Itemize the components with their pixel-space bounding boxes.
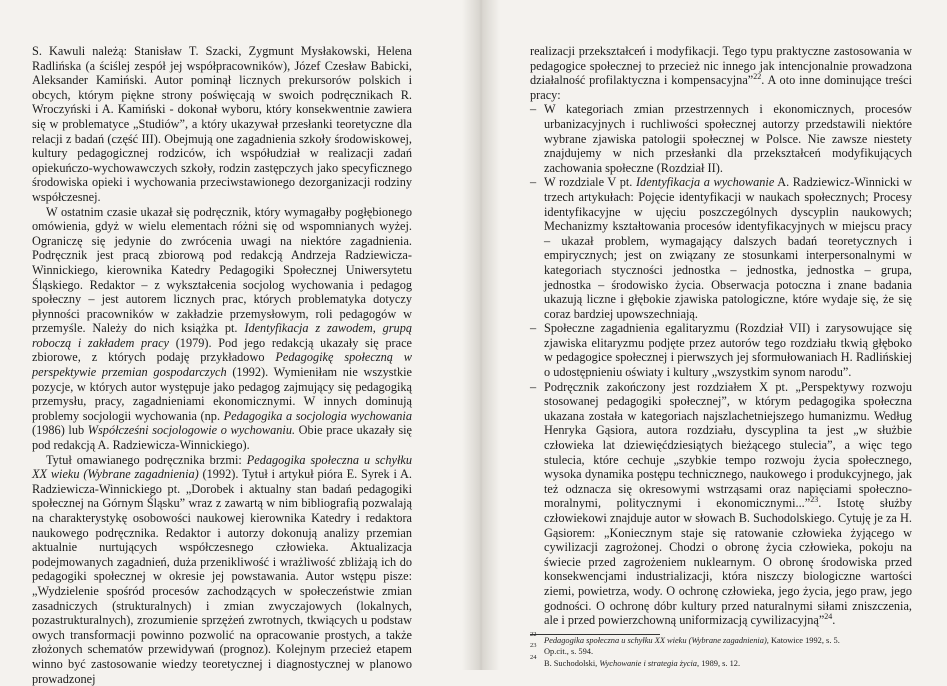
text-run: (1986) lub: [32, 423, 88, 438]
footnote: 23 Op.cit., s. 594.: [530, 642, 594, 657]
text-run: Tytuł omawianego podręcznika brzmi:: [46, 452, 247, 467]
text-run: W ostatnim czasie ukazał się podręcznik, który wymagałby pogłębionego omówienia, gdyż w wielu elementach różni się od wspomnianych wyżej. Ograniczę się jedynie do zwrócenia uwagi na niektóre zagadnienia. Podręcznik jest pracą zbiorową pod redakcją Andrzeja Radziewicza-Winnickiego, kierownika Katedry Pedagogiki Społecznej Uniwersytetu Śląskiego. Redaktor – z wykształcenia socjolog wychowania i pedagog społeczny – jest autorem licznych prac, których problematyka dotyczy płynności pracowników w zakładzie przemysłowym, roli pedagogów w przemyśle. Należy do nich książka pt.: [32, 204, 412, 336]
paragraph: [32, 205, 412, 453]
footnote: 24 B. Suchodolski, Wychowanie i strategia życia, 1989, s. 12.: [530, 653, 741, 668]
footnote-rule: [530, 634, 660, 635]
text-run: W kategoriach zmian przestrzennych i ekonomicznych, procesów urbanizacyjnych i ruchliwości społecznej autorzy przedstawili niektóre wybrane zjawiska patologii społecznej w Polsce. Nie zawsze niestety znajdujemy w nich przesłanki dla przekształceń modyfikujących zachowania społeczne (Rozdział II).: [544, 102, 912, 175]
italic-title: Pedagogikę społeczną w perspektywie przemian gospodarczych: [32, 350, 412, 380]
list-item: [530, 175, 912, 321]
text-run: A. Radziewicz-Winnicki w trzech artykułach: Pojęcie identyfikacji w naukach społecznych; Procesy identyfikacyjne w ujęciu poszczególnych dyscyplin naukowych; Mechanizmy kształtowania procesów identyfikacyjnych w miejscu pracy – ukazał problem, wymagający dalszych badań teoretycznych i empirycznych; jest on związany ze stosunkami interpersonalnymi w kategoriach styczności jednostka – jednostka, jednostka – grupa, jednostka – środowisko życia. Obserwacja potoczna i znane badania ukazują liczne i głębokie zjawiska patologiczne, które wydaje się, że się coraz bardziej upowszechniają.: [544, 175, 912, 321]
text-run: , 1989, s. 12.: [697, 658, 741, 668]
left-page: [32, 44, 412, 686]
content-list: [530, 102, 912, 627]
italic-title: Pedagogika społeczna u schyłku XX wieku (Wybrane zagadnienia): [32, 452, 412, 482]
list-dash: –: [530, 102, 537, 117]
list-item: [530, 321, 912, 379]
italic-title: Wychowanie i strategia życia: [599, 658, 697, 668]
text-run: (1992). Wymieniłam nie wszystkie pozycje, w których autor występuje jako pedagog zajmujący się pedagogiką przemysłu, pracy, zagadnieniami ekonomicznymi. W innych dominują problemy socjologii wychowania (np.: [32, 365, 412, 423]
text-run: Obie prace ukazały się pod redakcją A. Radziewicza-Winnickiego).: [32, 423, 412, 453]
text-run: . A oto inne dominujące treści pracy:: [530, 73, 912, 102]
footnote-ref: 24: [824, 612, 833, 622]
paragraph: [32, 44, 412, 205]
paragraph: [32, 453, 412, 686]
right-page: [530, 44, 912, 669]
italic-title: Identyfikacja z zawodem, grupą roboczą i zakładem pracy: [32, 321, 413, 350]
text-run: B. Suchodolski,: [544, 658, 600, 668]
list-dash: –: [530, 175, 537, 190]
footnote: 22 Pedagogika społeczna u schyłku XX wieku (Wybrane zagadnienia), Katowice 1992, s. 5.: [530, 630, 840, 645]
text-run: S. Kawuli należą: Stanisław T. Szacki, Zygmunt Mysłakowski, Helena Radlińska (a ściślej zespół jej współpracowników), Józef Czesław Babicki, Aleksander Kamiński. Autor pominął licznych prekursorów polskich i obcych, którym piękne strony poświęcają w swoich podręcznikach R. Wroczyński i A. Kamiński - dokonał wyboru, który konsekwentnie zawiera się w problematyce „Studiów”, a który ukazywał przesłanki teoretyczne dla relacji z badań (część III). Obejmują one zagadnienia szkoły środowiskowej, kultury pedagogicznej rodziców, ich współudział w realizacji zadań opiekuńczo-wychowawczych szkoły, rodzin zastępczych jako specyficznego środowiska opieki i wychowania przeciwstawionego dezorganizacji rodziny współczesnej.: [32, 44, 412, 204]
text-run: Podręcznik zakończony jest rozdziałem X pt. „Perspektywy rozwoju stosowanej pedagogiki społecznej”, w którym pedagogika społeczna ukazana została w kategoriach najszlachetniejszego humanizmu. Według Henryka Gąsiora, autora rozdziału, dyscyplina ta jest „w służbie człowieka lat dziewięćdziesiątych bieżącego stulecia”, a więc tego stulecia, które cechuje „szybkie tempo rozwoju życia społecznego, wysoka dynamika postępu technicznego, naukowego i produkcyjnego, jak też odznacza się okresowymi wstrząsami oraz napięciami społeczno-moralnymi, politycznymi i ekonomicznymi...”: [544, 379, 912, 511]
text-run: realizacji przekształceń i modyfikacji. Tego typu praktyczne zastosowania w pedagogice społecznej to przecież nic innego jak intencjonalnie prowadzona działalność profilaktyczna i kompensacyjna”: [530, 44, 912, 88]
list-item: [530, 380, 912, 628]
list-item: [530, 102, 912, 175]
text-run: .: [832, 613, 836, 628]
text-run: , Katowice 1992, s. 5.: [766, 635, 840, 645]
italic-title: Pedagogika a socjologia wychowania: [223, 408, 412, 423]
right-page-intro: [530, 44, 912, 102]
list-dash: –: [530, 379, 537, 394]
italic-title: Współcześni socjologowie o wychowaniu.: [87, 423, 296, 438]
footnote-ref: 22: [753, 72, 762, 82]
italic-title: Identyfikacja a wychowanie: [635, 175, 775, 190]
footnote-ref: 23: [810, 495, 819, 505]
italic-title: Pedagogika społeczna u schyłku XX wieku (Wybrane zagadnienia): [544, 635, 767, 645]
text-run: (1992). Tytuł i artykuł pióra E. Syrek i A. Radziewicza-Winnickiego pt. „Dorobek i aktualny stan badań pedagogiki społecznej na Górnym Śląsku” wraz z zawartą w nim bibliografią pozwalają na charakterystykę osobowości naukowej kierownika Katedry i redaktora naukowego podręcznika. Redaktor i autorzy dokonują analizy przemian aktualnie nurtujących współczesnego człowieka. Aktualizacja podejmowanych zagadnień, duża przenikliwość i wrażliwość zbliżają ich do pedagogiki społecznej w okresie jej powstawania. Autor wstępu pisze: „Wydzielenie spośród procesów zachodzących w społeczeństwie zmian zasadniczych (strukturalnych) i zmian zwyczajowych (lokalnych, pozastrukturalnych), zrozumienie sprzężeń zwrotnych, tkwiących u podstaw owych transformacji powinno pozwolić na opracowanie prostych, a także złożonych schematów przewidywań (prognoz). Kolejnym przecież etapem winno być zastosowanie wiedzy teoretycznej i diagnostycznej w planowo prowadzonej: [32, 467, 412, 686]
text-run: Społeczne zagadnienia egalitaryzmu (Rozdział VII) i zarysowujące się zjawiska elitaryzmu podjęte przez autorów tego rozdziału tkwią głęboko w pedagogice społecznej i pierwszych jej sformułowaniach H. Radlińskiej o udostępnieniu oświaty i kultury „wszystkim synom narodu”.: [544, 321, 912, 380]
text-run: W rozdziale V pt.: [544, 175, 636, 190]
footnotes: [530, 630, 912, 670]
book-gutter: [462, 0, 500, 670]
text-run: Op.cit., s. 594.: [544, 647, 594, 657]
list-dash: –: [530, 321, 537, 336]
text-run: . Istotę służby człowiekowi znajduje autor w słowach B. Suchodolskiego. Cytuję je za H. Gąsiorem: „Koniecznym staje się ratowanie człowieka żyjącego w cywilizacji zagrożonej. Chodzi o obronę życia człowieka, pokoju na świecie przed zagrożeniem nuklearnym. O obronę środowiska przed konsekwencjami industrializacji, która niszczy biologiczne wartości ziemi, powietrza, wody. O ochronę człowieka, jego życia, jego praw, jego godności. O ochronę dóbr kultury przed naturalnymi siłami zniszczenia, ale i przed powierzchowną uniformizacją cywilizacyjną”: [544, 496, 912, 628]
text-run: (1979). Pod jego redakcją ukazały się prace zbiorowe, z których podaję przykładowo: [32, 335, 413, 365]
left-page-body: [32, 44, 412, 686]
